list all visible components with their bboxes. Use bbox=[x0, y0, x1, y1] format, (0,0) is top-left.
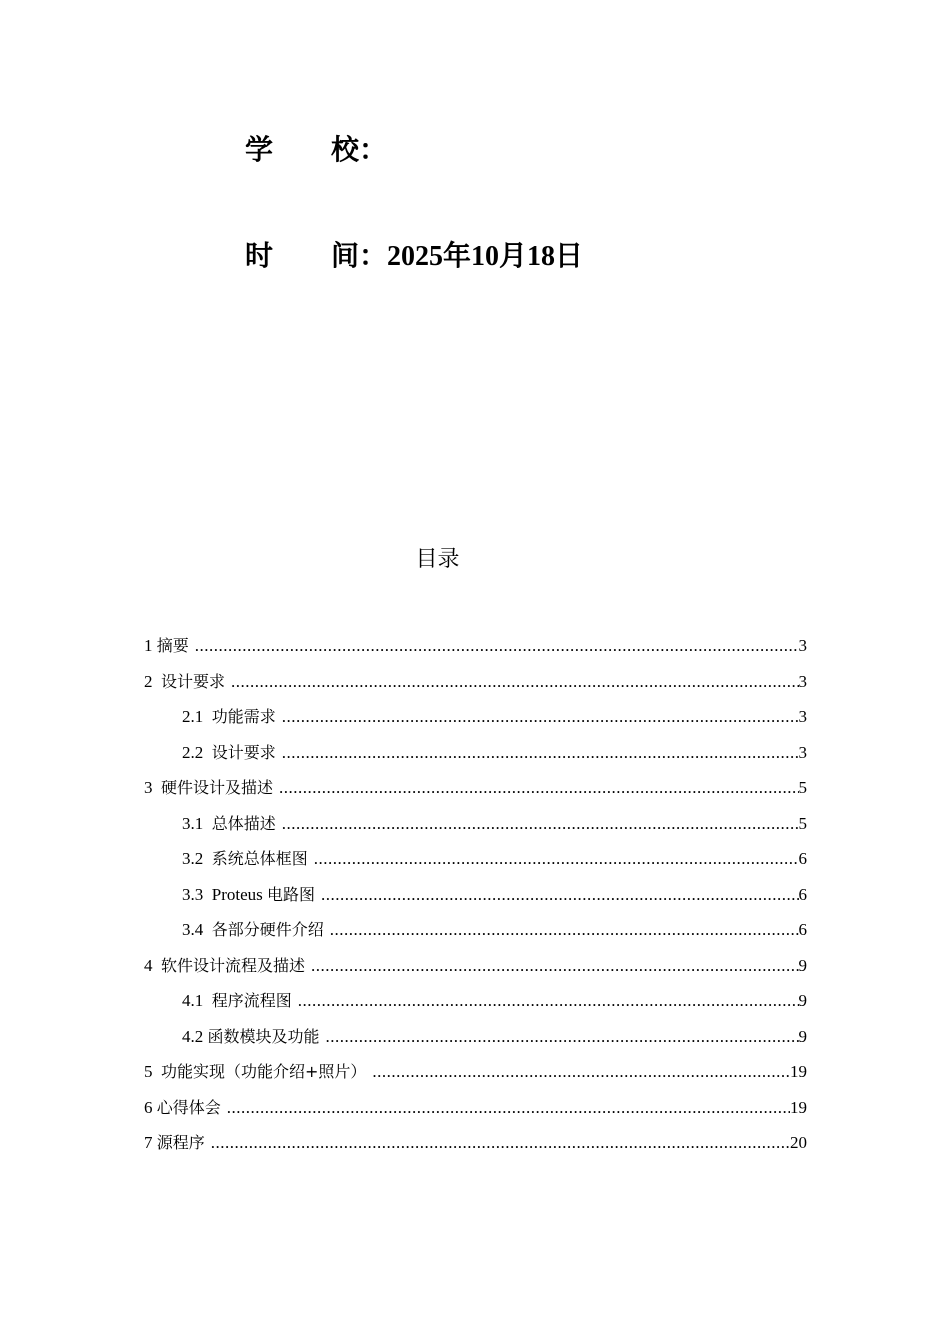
toc-entry-label bbox=[144, 948, 311, 984]
toc-entry-label bbox=[144, 1054, 372, 1090]
toc-entry-label bbox=[182, 877, 321, 913]
toc-leader-dots bbox=[282, 699, 799, 735]
toc-entry[interactable] bbox=[144, 628, 807, 664]
toc-entry-label bbox=[182, 983, 298, 1019]
toc-entry[interactable] bbox=[144, 841, 807, 877]
toc-entry-title: 函数模块及功能 bbox=[207, 1026, 320, 1046]
toc-entry-title: 软件设计流程及描述 bbox=[161, 955, 306, 975]
toc-entry[interactable] bbox=[144, 877, 807, 913]
toc-entry-number: 3.2 bbox=[182, 849, 212, 868]
toc-entry-title: 摘要 bbox=[156, 636, 189, 655]
toc-leader-dots bbox=[227, 1090, 790, 1126]
toc-entry-title: 源程序 bbox=[156, 1133, 205, 1152]
toc-entry-page: 6 bbox=[798, 920, 807, 939]
toc-entry-number: 2 bbox=[144, 671, 161, 691]
toc-entry-title: 系统总体框图 bbox=[211, 849, 308, 868]
toc-entry-title: 总体描述 bbox=[211, 813, 276, 833]
toc-entry-label bbox=[144, 1125, 211, 1161]
toc-leader-dots bbox=[372, 1054, 790, 1090]
toc-entry-number: 4.2 bbox=[182, 1026, 208, 1046]
toc-entry-number: 3 bbox=[144, 778, 161, 797]
toc-entry[interactable] bbox=[144, 770, 807, 806]
toc-entry-number: 4.1 bbox=[182, 991, 212, 1010]
toc-entry-title: 设计要求 bbox=[211, 742, 276, 762]
toc-entry-page: 9 bbox=[798, 991, 807, 1010]
toc-entry-label bbox=[182, 1019, 326, 1055]
toc-leader-dots bbox=[311, 948, 798, 984]
toc-entry-label bbox=[182, 735, 282, 771]
toc-entry-page: 3 bbox=[798, 707, 807, 726]
toc-entry[interactable] bbox=[144, 735, 807, 771]
toc-entry-page: 20 bbox=[790, 1133, 807, 1152]
toc-entry-label bbox=[144, 628, 195, 664]
toc-entry-label bbox=[144, 1090, 227, 1126]
toc-entry-page: 5 bbox=[798, 813, 807, 833]
toc-entry[interactable] bbox=[144, 912, 807, 948]
toc-entry-number: 7 bbox=[144, 1133, 157, 1152]
toc-entry-title: 各部分硬件介绍 bbox=[211, 920, 324, 939]
toc-entry-page: 3 bbox=[798, 742, 807, 762]
toc-entry-number: 2.2 bbox=[182, 742, 212, 762]
toc-entry-number: 4 bbox=[144, 955, 161, 975]
toc-entry-title: 功能实现（功能介绍+照片） bbox=[161, 1062, 367, 1081]
toc-entry-title: 程序流程图 bbox=[211, 991, 292, 1010]
toc-entry-number: 3.4 bbox=[182, 920, 212, 939]
toc-entry-title: 心得体会 bbox=[156, 1097, 221, 1117]
toc-entry-page: 19 bbox=[790, 1097, 807, 1117]
toc-entry[interactable] bbox=[144, 699, 807, 735]
toc-entry-page: 3 bbox=[798, 671, 807, 691]
toc-entry-number: 3.3 Proteus bbox=[182, 884, 267, 904]
toc-entry-page: 9 bbox=[798, 1026, 807, 1046]
toc-leader-dots bbox=[298, 983, 799, 1019]
toc-leader-dots bbox=[282, 735, 799, 771]
toc-leader-dots bbox=[282, 806, 799, 842]
toc-entry-label bbox=[182, 699, 282, 735]
toc-entry[interactable] bbox=[144, 1019, 807, 1055]
school-label-first-char: 学 bbox=[245, 133, 274, 166]
time-label-rest: 间： bbox=[331, 239, 388, 272]
toc-entry[interactable] bbox=[144, 1054, 807, 1090]
toc-entry-title: 电路图 bbox=[267, 884, 316, 904]
toc-entry[interactable] bbox=[144, 806, 807, 842]
date-value: 2025年10月18日 bbox=[387, 241, 584, 272]
toc-leader-dots bbox=[195, 628, 799, 664]
toc-entry[interactable] bbox=[144, 948, 807, 984]
toc-entry-number: 2.1 bbox=[182, 707, 212, 726]
toc-entry-label bbox=[144, 770, 279, 806]
toc-entry-page: 19 bbox=[790, 1062, 807, 1081]
toc-entry[interactable] bbox=[144, 983, 807, 1019]
toc-title: 目录 bbox=[415, 547, 460, 572]
toc-entry-title: 设计要求 bbox=[161, 671, 226, 691]
toc-entry-title: 功能需求 bbox=[211, 707, 276, 726]
school-line bbox=[245, 132, 387, 168]
toc-entry-label bbox=[182, 841, 314, 877]
toc-entry[interactable] bbox=[144, 1125, 807, 1161]
toc-entry-page: 9 bbox=[798, 955, 807, 975]
toc-entry-label bbox=[182, 806, 282, 842]
toc-leader-dots bbox=[330, 912, 799, 948]
time-label-first-char: 时 bbox=[245, 239, 274, 272]
school-label-rest: 校： bbox=[331, 133, 388, 166]
toc-entry-page: 6 bbox=[798, 849, 807, 868]
toc-entry-label bbox=[144, 664, 231, 700]
toc-leader-dots bbox=[321, 877, 798, 913]
toc-entry-label bbox=[182, 912, 330, 948]
toc-entry-number: 5 bbox=[144, 1062, 161, 1081]
toc-entry-number: 1 bbox=[144, 636, 157, 655]
toc-entry-title: 硬件设计及描述 bbox=[161, 778, 274, 797]
toc-leader-dots bbox=[279, 770, 798, 806]
toc-entry-page: 3 bbox=[798, 636, 807, 655]
toc-leader-dots bbox=[326, 1019, 799, 1055]
toc-entry[interactable] bbox=[144, 664, 807, 700]
toc-leader-dots bbox=[211, 1125, 790, 1161]
table-of-contents bbox=[144, 628, 807, 1161]
toc-entry-number: 3.1 bbox=[182, 813, 212, 833]
toc-entry-page: 5 bbox=[798, 778, 807, 797]
toc-leader-dots bbox=[314, 841, 799, 877]
toc-entry[interactable] bbox=[144, 1090, 807, 1126]
time-line bbox=[245, 238, 583, 275]
toc-leader-dots bbox=[231, 664, 798, 700]
toc-entry-number: 6 bbox=[144, 1097, 157, 1117]
toc-entry-page: 6 bbox=[798, 884, 807, 904]
